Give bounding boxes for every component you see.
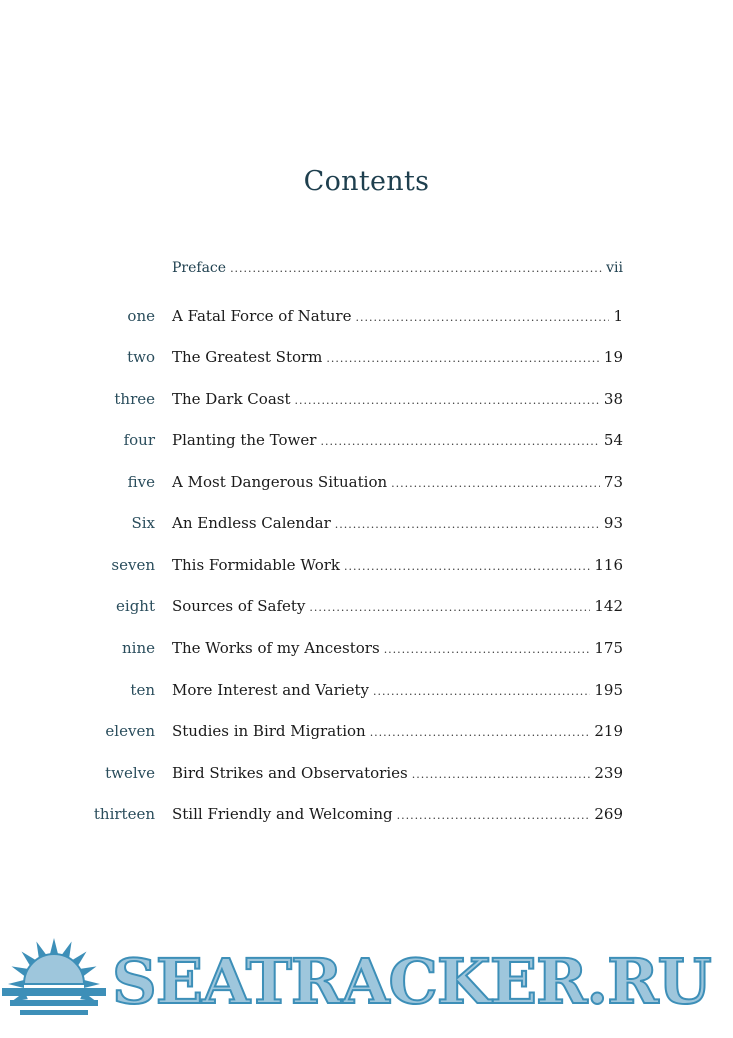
dot-leader: [309, 596, 590, 620]
toc-entry[interactable]: [0, 761, 733, 785]
chapter-title: Still Friendly and Welcoming: [172, 802, 397, 826]
chapter-number: four: [123, 431, 155, 449]
chapter-page: 54: [600, 428, 623, 452]
dot-leader: [230, 257, 602, 281]
chapter-number: ten: [130, 681, 155, 699]
dot-leader: [397, 804, 591, 828]
chapter-title: Planting the Tower: [172, 428, 320, 452]
toc-entry[interactable]: [0, 511, 733, 535]
chapter-title: Sources of Safety: [172, 594, 309, 618]
dot-leader: [391, 472, 600, 496]
toc-entry[interactable]: [0, 470, 733, 494]
toc-entry[interactable]: [0, 802, 733, 826]
chapter-number: Six: [131, 514, 155, 532]
chapter-page: 195: [590, 678, 623, 702]
chapter-page: 175: [590, 636, 623, 660]
chapter-number: two: [127, 348, 155, 366]
dot-leader: [335, 513, 600, 537]
chapter-title: This Formidable Work: [172, 553, 344, 577]
toc-entry[interactable]: [0, 304, 733, 328]
chapter-number: twelve: [105, 764, 155, 782]
sun-icon: [2, 938, 106, 1015]
chapter-page: 239: [590, 761, 623, 785]
chapter-title: The Works of my Ancestors: [172, 636, 384, 660]
dot-leader: [412, 763, 591, 787]
chapter-page: 19: [600, 345, 623, 369]
chapter-page: 219: [590, 719, 623, 743]
toc-entry[interactable]: [0, 345, 733, 369]
chapter-title: An Endless Calendar: [172, 511, 335, 535]
chapter-title: Studies in Bird Migration: [172, 719, 370, 743]
chapter-number: eleven: [105, 722, 155, 740]
chapter-page: 116: [590, 553, 623, 577]
chapter-page: 269: [590, 802, 623, 826]
dot-leader: [326, 347, 599, 371]
chapter-title: The Greatest Storm: [172, 345, 326, 369]
chapter-number: seven: [111, 556, 155, 574]
toc-entry[interactable]: [0, 428, 733, 452]
chapter-number: eight: [116, 597, 155, 615]
dot-leader: [344, 555, 590, 579]
chapter-title: More Interest and Variety: [172, 678, 373, 702]
chapter-page: 1: [609, 304, 623, 328]
chapter-page: 93: [600, 511, 623, 535]
page-title: Contents: [303, 166, 430, 197]
chapter-number: thirteen: [93, 805, 155, 823]
dot-leader: [370, 721, 591, 745]
toc-entry-title: Preface: [172, 256, 230, 280]
toc-entry[interactable]: [0, 553, 733, 577]
chapter-title: A Most Dangerous Situation: [172, 470, 391, 494]
watermark-text: SEATRACKER.RU: [112, 945, 711, 1018]
chapter-number: one: [127, 307, 155, 325]
chapter-page: 38: [600, 387, 623, 411]
toc-entry-page: vii: [602, 256, 623, 280]
chapter-number: nine: [122, 639, 155, 657]
chapter-page: 73: [600, 470, 623, 494]
toc-entry[interactable]: [0, 594, 733, 618]
toc-entry-preface[interactable]: [0, 256, 733, 280]
chapter-title: A Fatal Force of Nature: [172, 304, 355, 328]
dot-leader: [320, 430, 599, 454]
toc-entry[interactable]: [0, 719, 733, 743]
chapter-title: Bird Strikes and Observatories: [172, 761, 412, 785]
dot-leader: [373, 680, 590, 704]
chapter-title: The Dark Coast: [172, 387, 294, 411]
toc-entry[interactable]: [0, 636, 733, 660]
dot-leader: [294, 389, 599, 413]
toc-entry[interactable]: [0, 387, 733, 411]
dot-leader: [355, 306, 609, 330]
chapter-number: three: [114, 390, 155, 408]
dot-leader: [384, 638, 591, 662]
toc-entry[interactable]: [0, 678, 733, 702]
chapter-page: 142: [590, 594, 623, 618]
chapter-number: five: [127, 473, 155, 491]
